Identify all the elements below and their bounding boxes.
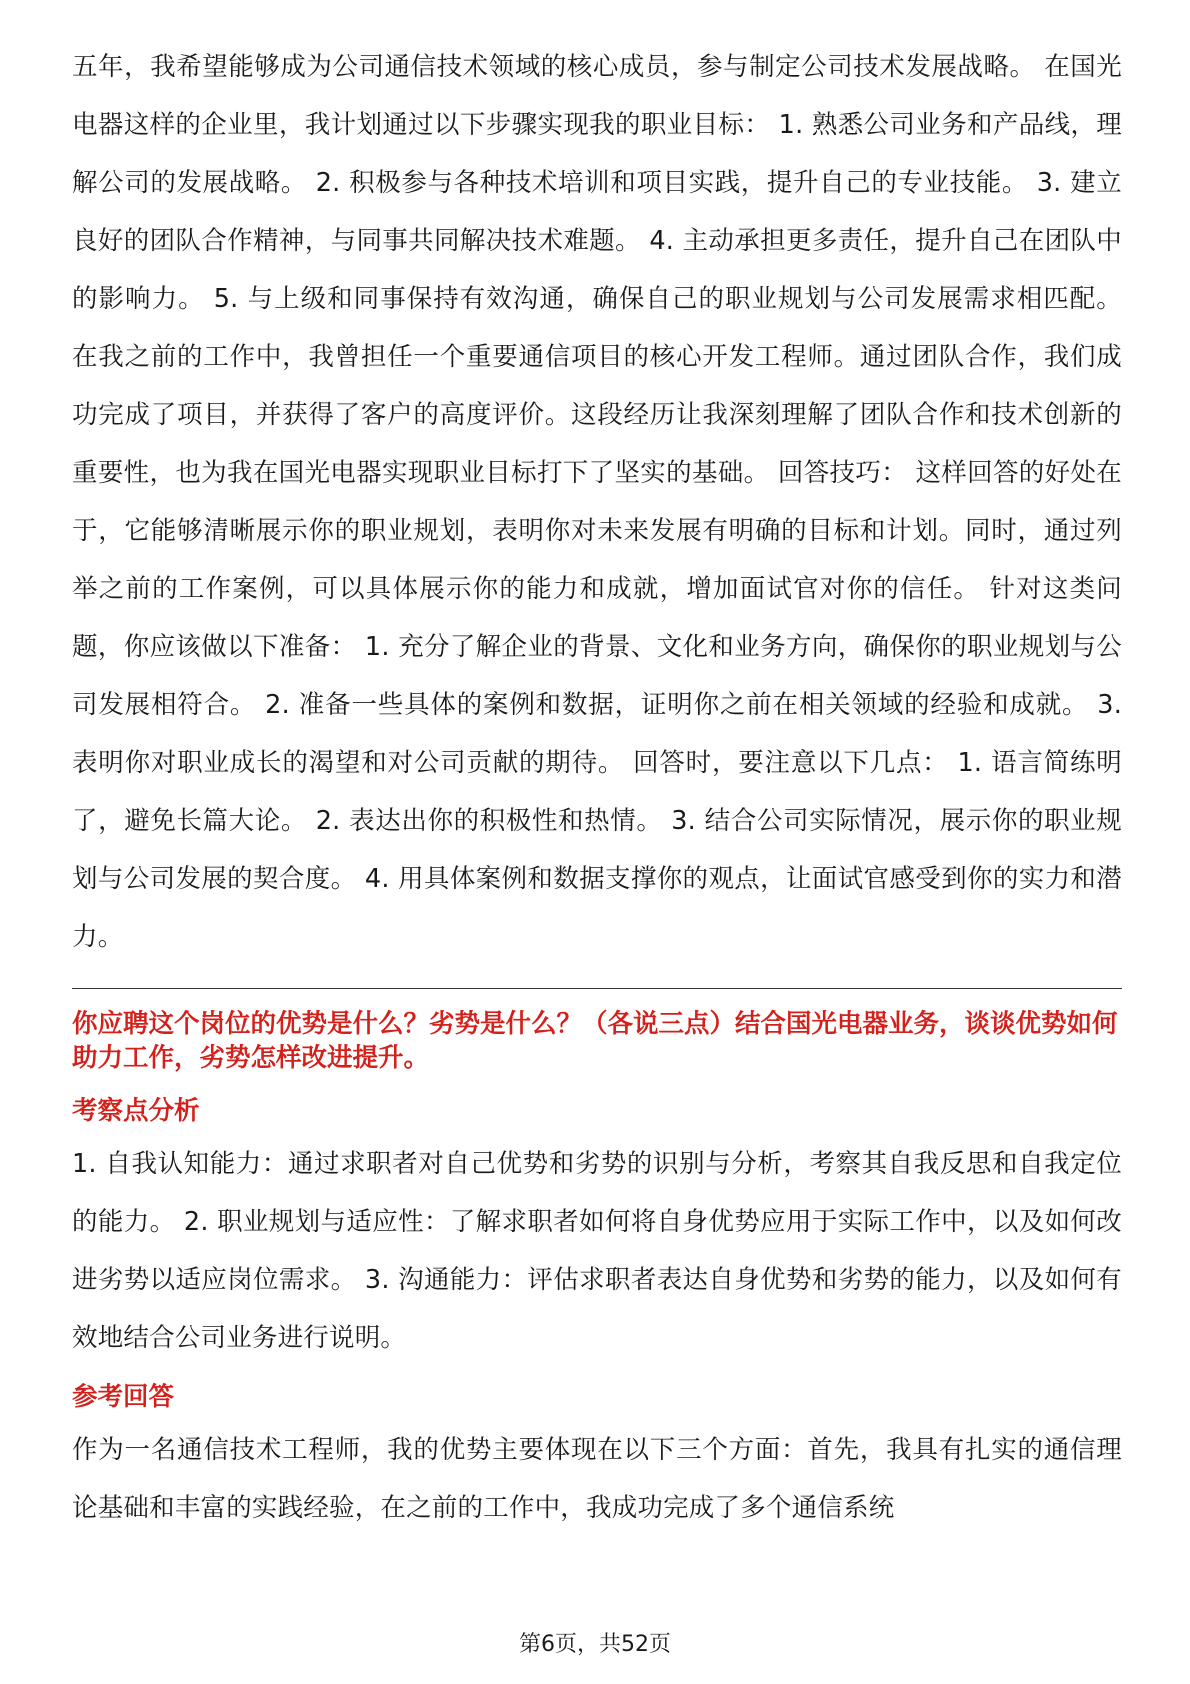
- analysis-text: 1. 自我认知能力：通过求职者对自己优势和劣势的识别与分析，考察其自我反思和自我定位的能力。 2. 职业规划与适应性：了解求职者如何将自身优势应用于实际工作中，以及如何改进劣势以适应岗位需求。 3. 沟通能力：评估求职者表达自身优势和劣势的能力，以及如何有效地结合公司业务进行说明。: [72, 1149, 1122, 1353]
- reference-answer-heading: 参考回答: [72, 1382, 175, 1412]
- page-number: 第6页，共52页: [519, 1632, 671, 1657]
- section-divider: [72, 988, 1122, 989]
- interview-question: 你应聘这个岗位的优势是什么？劣势是什么？（各说三点）结合国光电器业务，谈谈优势如何助力工作，劣势怎样改进提升。: [72, 1009, 1118, 1073]
- reference-answer-text: 作为一名通信技术工程师，我的优势主要体现在以下三个方面：首先，我具有扎实的通信理论基础和丰富的实践经验，在之前的工作中，我成功完成了多个通信系统: [72, 1435, 1122, 1523]
- analysis-heading: 考察点分析: [72, 1096, 200, 1126]
- document-page: [72, 38, 1122, 1537]
- body-paragraph: 五年，我希望能够成为公司通信技术领域的核心成员，参与制定公司技术发展战略。 在国光电器这样的企业里，我计划通过以下步骤实现我的职业目标： 1. 熟悉公司业务和产品线，理解公司的发展战略。 2. 积极参与各种技术培训和项目实践，提升自己的专业技能。 3. 建立良好的团队合作精神，与同事共同解决技术难题。 4. 主动承担更多责任，提升自己在团队中的影响力。 5. 与上级和同事保持有效沟通，确保自己的职业规划与公司发展需求相匹配。 在我之前的工作中，我曾担任一个重要通信项目的核心开发工程师。通过团队合作，我们成功完成了项目，并获得了客户的高度评价。这段经历让我深刻理解了团队合作和技术创新的重要性，也为我在国光电器实现职业目标打下了坚实的基础。 回答技巧： 这样回答的好处在于，它能够清晰展示你的职业规划，表明你对未来发展有明确的目标和计划。同时，通过列举之前的工作案例，可以具体展示你的能力和成就，增加面试官对你的信任。 针对这类问题，你应该做以下准备： 1. 充分了解企业的背景、文化和业务方向，确保你的职业规划与公司发展相符合。 2. 准备一些具体的案例和数据，证明你之前在相关领域的经验和成就。 3. 表明你对职业成长的渴望和对公司贡献的期待。 回答时，要注意以下几点： 1. 语言简练明了，避免长篇大论。 2. 表达出你的积极性和热情。 3. 结合公司实际情况，展示你的职业规划与公司发展的契合度。 4. 用具体案例和数据支撑你的观点，让面试官感受到你的实力和潜力。: [72, 52, 1122, 952]
